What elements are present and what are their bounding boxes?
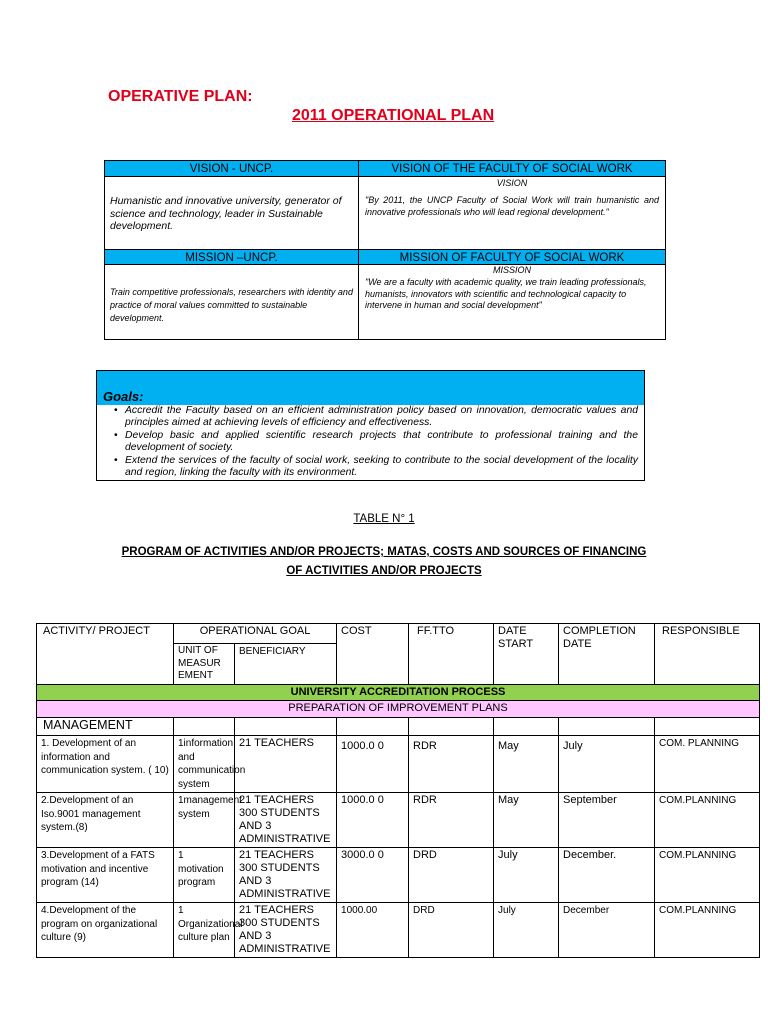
row-activity: 1. Development of an information and communication system. ( 10) xyxy=(37,736,174,793)
plan-table-wrapper xyxy=(36,623,759,958)
subsection-improvement-plans: PREPARATION OF IMPROVEMENT PLANS xyxy=(37,701,760,718)
operational-plan-title: 2011 OPERATIONAL PLAN xyxy=(292,107,495,124)
header-cost: COST xyxy=(337,624,409,685)
row-activity: 2.Development of an Iso.9001 management system.(8) xyxy=(37,793,174,848)
program-title-line1: PROGRAM OF ACTIVITIES AND/OR PROJECTS; MATAS, COSTS AND SOURCES OF FINANCING xyxy=(121,546,647,558)
vision-faculty-header: VISION OF THE FACULTY OF SOCIAL WORK xyxy=(359,161,665,177)
row-responsible: COM. PLANNING xyxy=(655,736,760,793)
header-unit-of-measurement: UNIT OF MEASUR EMENT xyxy=(174,644,235,685)
mission-uncp-text: Train competitive professionals, researchers with identity and practice of moral values committed to sustainable development. xyxy=(110,287,353,323)
mission-sub-label: MISSION xyxy=(492,265,531,275)
header-fftto: FF.TTO xyxy=(409,624,494,685)
row-cost: 1000.0 0 xyxy=(337,736,409,793)
vision-sub-label: VISION xyxy=(496,178,528,188)
row-beneficiary: 21 TEACHERS 300 STUDENTS AND 3 ADMINISTRATIVE xyxy=(235,903,337,958)
empty-cell xyxy=(559,718,655,736)
row-completion: September xyxy=(559,793,655,848)
row-cost: 1000.00 xyxy=(337,903,409,958)
header-date-start: DATE START xyxy=(494,624,559,685)
row-completion: July xyxy=(559,736,655,793)
vision-mission-table xyxy=(104,160,666,340)
table-row xyxy=(37,903,760,958)
row-completion: December. xyxy=(559,848,655,903)
row-completion: December xyxy=(559,903,655,958)
mission-uncp-header: MISSION –UNCP. xyxy=(105,249,358,265)
goal-item: • Accredit the Faculty based on an efficient administration policy based on innovation, democratic values and principles aimed at achieving levels of efficiency and effectiveness. xyxy=(125,405,644,430)
header-operational-goal: OPERATIONAL GOAL xyxy=(174,624,337,644)
empty-cell xyxy=(235,718,337,736)
row-beneficiary: 21 TEACHERS 300 STUDENTS AND 3 ADMINISTRATIVE xyxy=(235,793,337,848)
plan-table xyxy=(36,623,760,958)
header-beneficiary: BENEFICIARY xyxy=(235,644,337,685)
mission-faculty-text: "We are a faculty with academic quality, we train leading professionals, humanists, innovators with scientific and technological capacity to intervene in human and social development" xyxy=(365,277,647,310)
row-unit: 1 Organizational culture plan xyxy=(174,903,235,958)
row-responsible: COM.PLANNING xyxy=(655,903,760,958)
row-activity: 3.Development of a FATS motivation and incentive program (14) xyxy=(37,848,174,903)
row-start: July xyxy=(494,903,559,958)
row-fftto: DRD xyxy=(409,848,494,903)
operative-plan-title: OPERATIVE PLAN: xyxy=(108,88,253,105)
row-cost: 3000.0 0 xyxy=(337,848,409,903)
empty-cell xyxy=(174,718,235,736)
table-row xyxy=(37,848,760,903)
row-beneficiary: 21 TEACHERS 300 STUDENTS AND 3 ADMINISTRATIVE xyxy=(235,848,337,903)
group-management: MANAGEMENT xyxy=(37,718,174,736)
table-label: TABLE N° 1 xyxy=(353,513,415,525)
table-row xyxy=(37,793,760,848)
row-activity: 4.Development of the program on organizational culture (9) xyxy=(37,903,174,958)
program-title-line2: OF ACTIVITIES AND/OR PROJECTS xyxy=(286,565,482,577)
mission-faculty-header: MISSION OF FACULTY OF SOCIAL WORK xyxy=(359,249,665,265)
row-fftto: RDR xyxy=(409,736,494,793)
row-cost: 1000.0 0 xyxy=(337,793,409,848)
goals-title: Goals: xyxy=(103,389,144,404)
goal-item: • Develop basic and applied scientific research projects that contribute to professional training and the development of society. xyxy=(125,430,644,455)
program-title xyxy=(96,543,672,581)
header-responsible: RESPONSIBLE xyxy=(655,624,760,685)
empty-cell xyxy=(337,718,409,736)
row-start: May xyxy=(494,736,559,793)
row-start: May xyxy=(494,793,559,848)
header-completion-date: COMPLETION DATE xyxy=(559,624,655,685)
row-fftto: RDR xyxy=(409,793,494,848)
row-responsible: COM.PLANNING xyxy=(655,793,760,848)
section-university-accreditation: UNIVERSITY ACCREDITATION PROCESS xyxy=(37,685,760,701)
vision-faculty-text: "By 2011, the UNCP Faculty of Social Work will train humanistic and innovative professionals who will lead regional development." xyxy=(365,195,659,217)
goal-item: • Extend the services of the faculty of social work, seeking to contribute to the social development of the locality and region, linking the faculty with its environment. xyxy=(125,455,644,480)
row-unit: 1 motivation program xyxy=(174,848,235,903)
goals-list xyxy=(97,405,644,480)
empty-cell xyxy=(409,718,494,736)
row-beneficiary: 21 TEACHERS xyxy=(235,736,337,793)
row-start: July xyxy=(494,848,559,903)
row-responsible: COM.PLANNING xyxy=(655,848,760,903)
row-fftto: DRD xyxy=(409,903,494,958)
vision-uncp-text: Humanistic and innovative university, generator of science and technology, leader in Sustainable development. xyxy=(110,195,342,232)
row-unit: 1management system xyxy=(174,793,235,848)
vision-uncp-header: VISION - UNCP. xyxy=(105,161,358,177)
row-unit: 1information and communication system xyxy=(174,736,235,793)
goals-header xyxy=(97,371,644,405)
table-row xyxy=(37,736,760,793)
goals-box xyxy=(96,370,645,481)
empty-cell xyxy=(655,718,760,736)
empty-cell xyxy=(494,718,559,736)
header-activity: ACTIVITY/ PROJECT xyxy=(37,624,174,685)
vision-mission-divider xyxy=(358,161,359,339)
